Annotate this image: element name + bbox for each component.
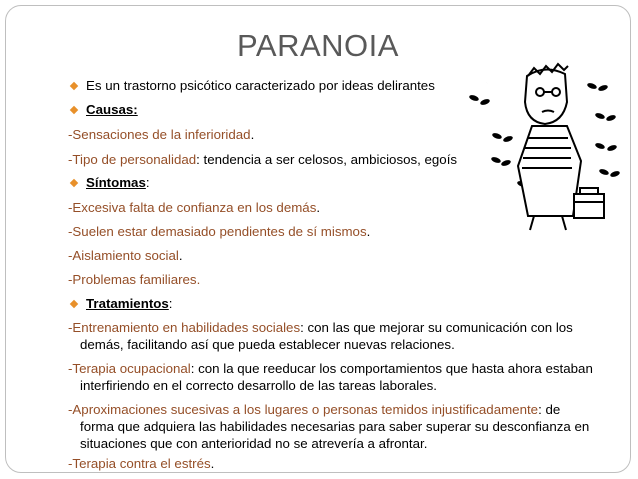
tratamientos-colon: :: [168, 296, 173, 311]
tratamiento-continuation: interfiriendo en el correcto desarrollo de las tareas laborales.: [80, 378, 437, 393]
bullet-icon: [70, 82, 78, 90]
tratamiento-item: [68, 456, 214, 472]
tratamiento-name: -Aproximaciones sucesivas a los lugares o personas temidos injustificadamente: [68, 402, 539, 417]
sintoma-text: -Problemas familiares.: [68, 272, 201, 287]
tratamiento-detail: .: [210, 456, 215, 471]
causa-detail: : tendencia a ser celosos, ambiciosos, egoís: [196, 152, 458, 167]
slide-title: PARANOIA: [237, 28, 399, 63]
sintoma-item: [68, 200, 320, 216]
causa-end: .: [250, 127, 255, 142]
sintoma-item: [68, 272, 200, 288]
sintoma-item: [68, 224, 370, 240]
tratamiento-item: [68, 320, 573, 336]
causa-item: [68, 127, 254, 143]
tratamiento-name: -Terapia contra el estrés: [68, 456, 211, 471]
causa-text: -Sensaciones de la inferioridad: [68, 127, 251, 142]
sintoma-text: -Suelen estar demasiado pendientes de sí mismos: [68, 224, 367, 239]
sintomas-colon: :: [145, 175, 150, 190]
tratamiento-item: [68, 402, 560, 418]
tratamiento-detail: : de: [538, 402, 561, 417]
sintomas-heading: Síntomas: [86, 175, 146, 190]
intro-text: Es un trastorno psicótico caracterizado por ideas delirantes: [86, 78, 435, 93]
slide: [5, 5, 631, 473]
causas-heading-line: [68, 102, 138, 118]
causas-heading: Causas:: [86, 102, 138, 117]
sintoma-text: -Excesiva falta de confianza en los demás: [68, 200, 317, 215]
paranoid-man-illustration: [462, 56, 631, 231]
bullet-icon: [70, 106, 78, 114]
tratamiento-name: -Entrenamiento en habilidades sociales: [68, 320, 301, 335]
intro-line: [68, 78, 435, 94]
causa-item: [68, 152, 457, 168]
tratamiento-detail: : con las que mejorar su comunicación con los: [300, 320, 573, 335]
tratamiento-item: [68, 361, 593, 377]
sintomas-heading-line: [68, 175, 150, 191]
tratamiento-continuation: situaciones que con anterioridad no se atrevería a afrontar.: [80, 436, 428, 451]
sintoma-end: .: [178, 248, 183, 263]
bullet-icon: [70, 179, 78, 187]
sintoma-end: .: [366, 224, 371, 239]
sintoma-end: .: [316, 200, 321, 215]
tratamiento-detail: : con la que reeducar los comportamientos que hasta ahora estaban: [190, 361, 593, 376]
tratamientos-heading: Tratamientos: [86, 296, 169, 311]
tratamiento-continuation: demás, facilitando así que pueda establecer nuevas relaciones.: [80, 337, 455, 352]
tratamiento-continuation: forma que adquiera las habilidades necesarias para saber superar su desconfianza en: [80, 419, 590, 434]
sintoma-item: [68, 248, 183, 264]
bullet-icon: [70, 300, 78, 308]
causa-text: -Tipo de personalidad: [68, 152, 197, 167]
tratamientos-heading-line: [68, 296, 172, 312]
tratamiento-name: -Terapia ocupacional: [68, 361, 191, 376]
sintoma-text: -Aislamiento social: [68, 248, 179, 263]
